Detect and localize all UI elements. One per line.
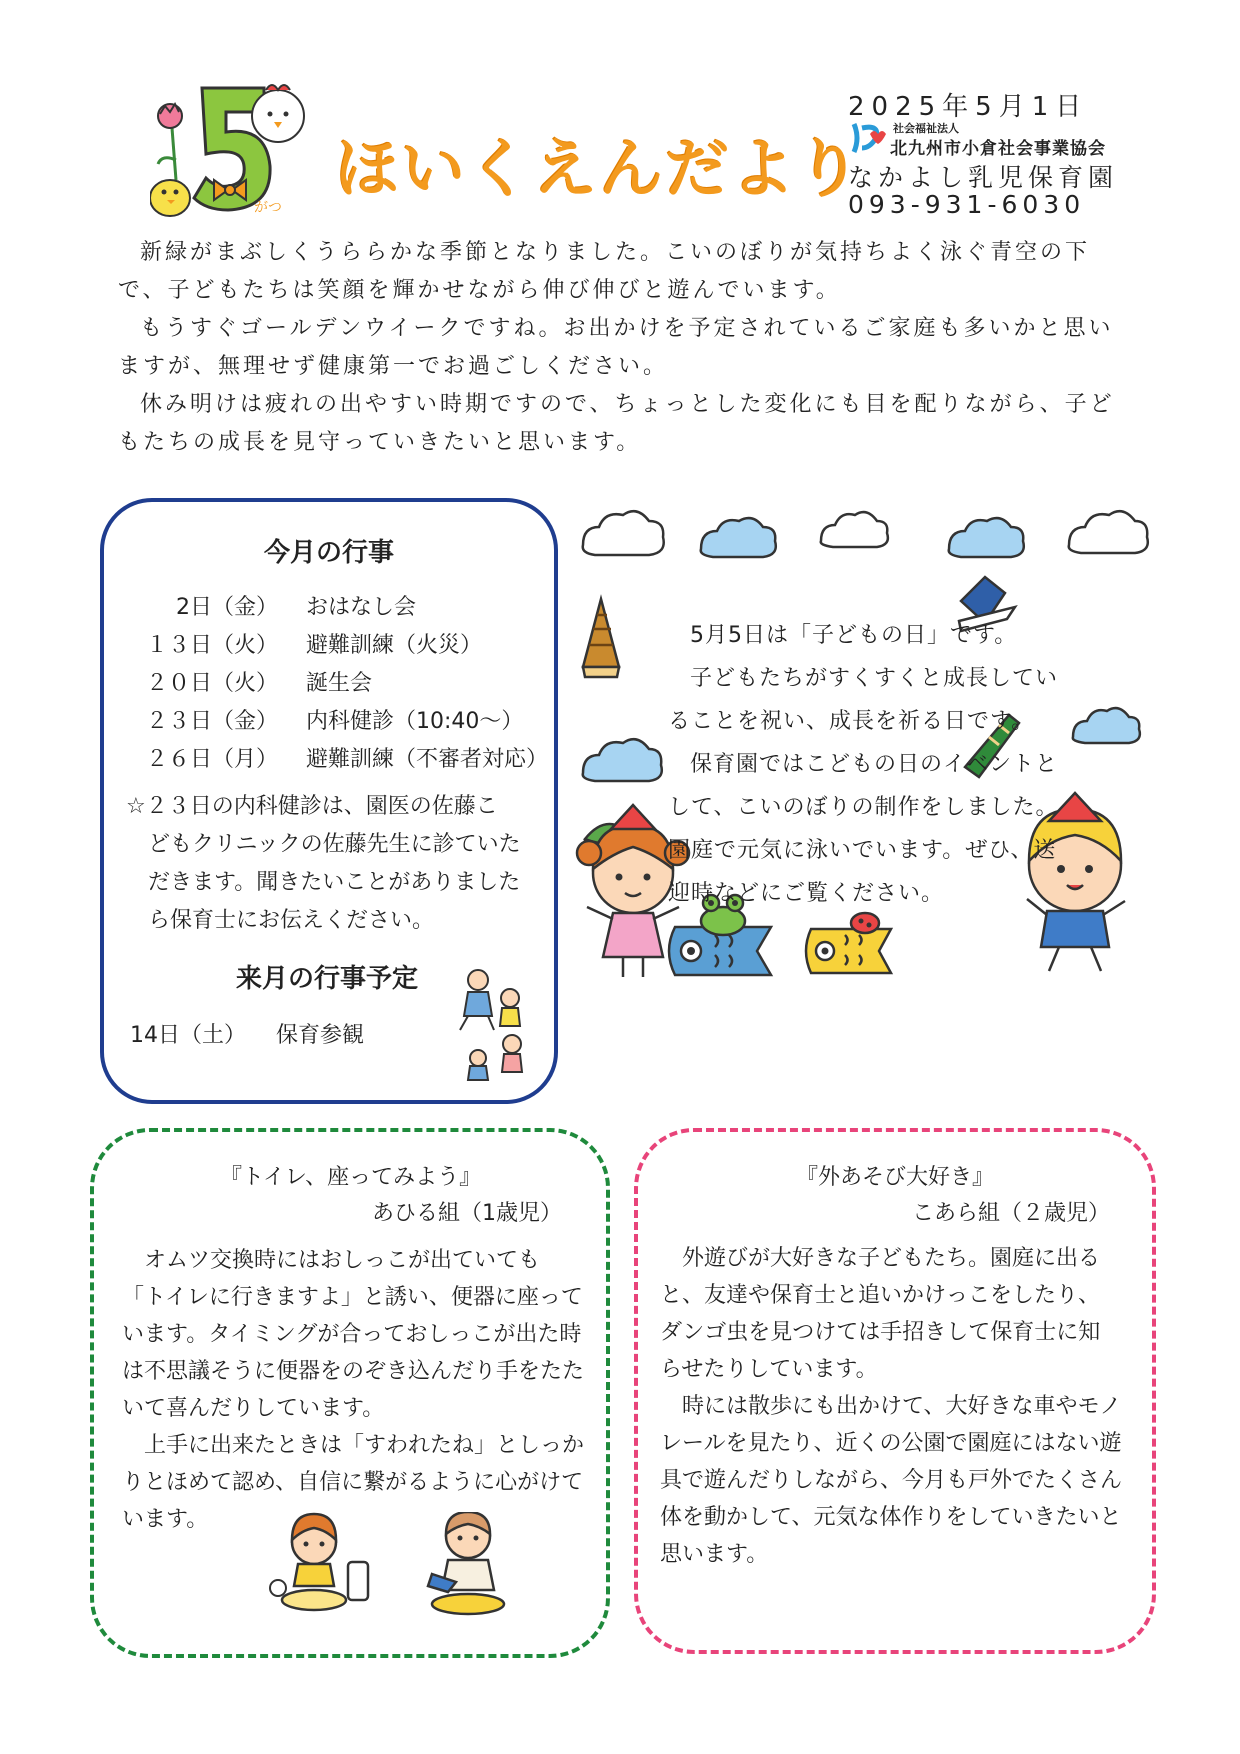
toilet-paragraph: 上手に出来たときは「すわれたね」としっかりとほめて認め、自信に繋がるように心がけています。 <box>122 1433 585 1532</box>
playing-kids-icon <box>448 962 538 1088</box>
cloud-icon <box>1073 708 1140 743</box>
event-date: １３日（火） <box>145 632 278 658</box>
outdoor-title: 『外あそび大好き』 <box>796 1165 995 1190</box>
org-type: 社会福祉法人 <box>893 122 959 135</box>
event-title: 避難訓練（火災） <box>305 632 482 658</box>
cloud-icon <box>583 739 662 781</box>
event-row <box>128 738 548 776</box>
event-row <box>128 700 548 738</box>
event-date: ２３日（金） <box>145 708 278 734</box>
chick-icon <box>150 180 190 216</box>
event-date: ２０日（火） <box>145 670 278 696</box>
carnation-icon <box>158 104 182 180</box>
childrens-day-paragraph: 5月5日は「子どもの日」です。 <box>690 623 1018 648</box>
outdoor-text <box>660 1240 1122 1573</box>
event-title: おはなし会 <box>305 594 416 620</box>
yellow-koinobori-icon <box>806 929 891 973</box>
month-illustration <box>150 80 320 220</box>
child-changing-icon <box>428 1512 504 1614</box>
event-date: ２６日（月） <box>145 746 278 772</box>
event-row <box>128 662 548 700</box>
childrens-day-text <box>668 614 1068 915</box>
cloud-icon <box>949 518 1024 557</box>
events-note-rest: どもクリニックの佐藤先生に診ていただきます。聞きたいことがありましたら保育士にお伝えください。 <box>148 832 521 933</box>
next-month-heading: 来月の行事予定 <box>236 964 419 994</box>
event-date: 2日（金） <box>175 594 278 620</box>
toilet-illustration <box>268 1512 528 1622</box>
toilet-text <box>122 1242 584 1538</box>
outdoor-paragraph: 時には散歩にも出かけて、大好きな車やモノレールを見たり、近くの公園で園庭にはない遊具で遊んだりしながら、今月も戸外でたくさん体を動かして、元気な体作りをしていきたいと思います。 <box>660 1394 1123 1567</box>
event-row <box>128 624 548 662</box>
issue-date: 2025年5月1日 <box>848 92 1089 122</box>
outdoor-paragraph: 外遊びが大好きな子どもたち。園庭に出ると、友達や保育士と追いかけっこをしたり、ダンゴ虫を見つけては手招きして保育士に知らせたりしています。 <box>660 1246 1101 1382</box>
toilet-title: 『トイレ、座ってみよう』 <box>220 1165 482 1190</box>
event-title: 内科健診（10:40～） <box>305 708 524 734</box>
event-title: 避難訓練（不審者対応） <box>305 746 548 772</box>
cloud-icon <box>821 512 888 547</box>
month-suffix: がつ <box>254 200 282 216</box>
cloud-icon <box>1069 511 1148 553</box>
events-note <box>126 788 526 940</box>
next-event-title: 保育参観 <box>276 1023 365 1048</box>
bamboo-shoot-icon <box>583 599 619 677</box>
event-row <box>128 586 548 624</box>
toilet-paragraph: オムツ交換時にはおしっこが出ていても「トイレに行きますよ」と誘い、便器に座っています。タイミングが合っておしっこが出た時は不思議そうに便器をのぞき込んだり手をたたいて喜んだりしています。 <box>122 1248 585 1421</box>
toilet-class: あひる組（1歳児） <box>372 1201 562 1226</box>
events-heading: 今月の行事 <box>263 538 394 568</box>
childrens-day-paragraph: 保育園ではこどもの日のイベントとして、こいのぼりの制作をしました。園庭で元気に泳いでいます。ぜひ、送迎時などにご覧ください。 <box>668 752 1059 906</box>
intro-paragraph: もうすぐゴールデンウイークですね。お出かけを予定されているご家庭も多いかと思いますが、無理せず健康第一でお過ごしください。 <box>118 316 1114 379</box>
nursery-name: なかよし乳児保育園 <box>848 163 1119 192</box>
childrens-day-paragraph: 子どもたちがすくすくと成長していることを祝い、成長を祈る日です。 <box>668 666 1059 734</box>
events-note-line1: ☆２３日の内科健診は、園医の佐藤こ <box>126 794 498 819</box>
phone-number: 093-931-6030 <box>848 190 1086 219</box>
ladybug-icon <box>851 913 879 933</box>
intro-paragraph: 新緑がまぶしくうららかな季節となりました。こいのぼりが気持ちよく泳ぐ青空の下で、子どもたちは笑顔を輝かせながら伸び伸びと遊んでいます。 <box>118 240 1091 303</box>
intro-paragraph: 休み明けは疲れの出やすい時期ですので、ちょっとした変化にも目を配りながら、子どもたちの成長を見守っていきたいと思います。 <box>118 392 1115 455</box>
intro-section <box>118 234 1128 462</box>
month-badge <box>150 80 320 220</box>
outdoor-class: こあら組（２歳児） <box>912 1201 1111 1226</box>
child-on-potty-icon <box>282 1514 368 1610</box>
next-event-date: 14日（土） <box>130 1023 246 1048</box>
org-logo <box>850 120 888 154</box>
cloud-icon <box>583 511 664 555</box>
org-name: 北九州市小倉社会事業協会 <box>890 139 1106 159</box>
toilet-paper-icon <box>270 1580 286 1596</box>
events-table <box>128 586 548 776</box>
event-title: 誕生会 <box>305 670 372 696</box>
cloud-icon <box>701 518 776 557</box>
next-month-event <box>130 1018 364 1049</box>
page-title: ほいくえんだより <box>335 133 863 207</box>
